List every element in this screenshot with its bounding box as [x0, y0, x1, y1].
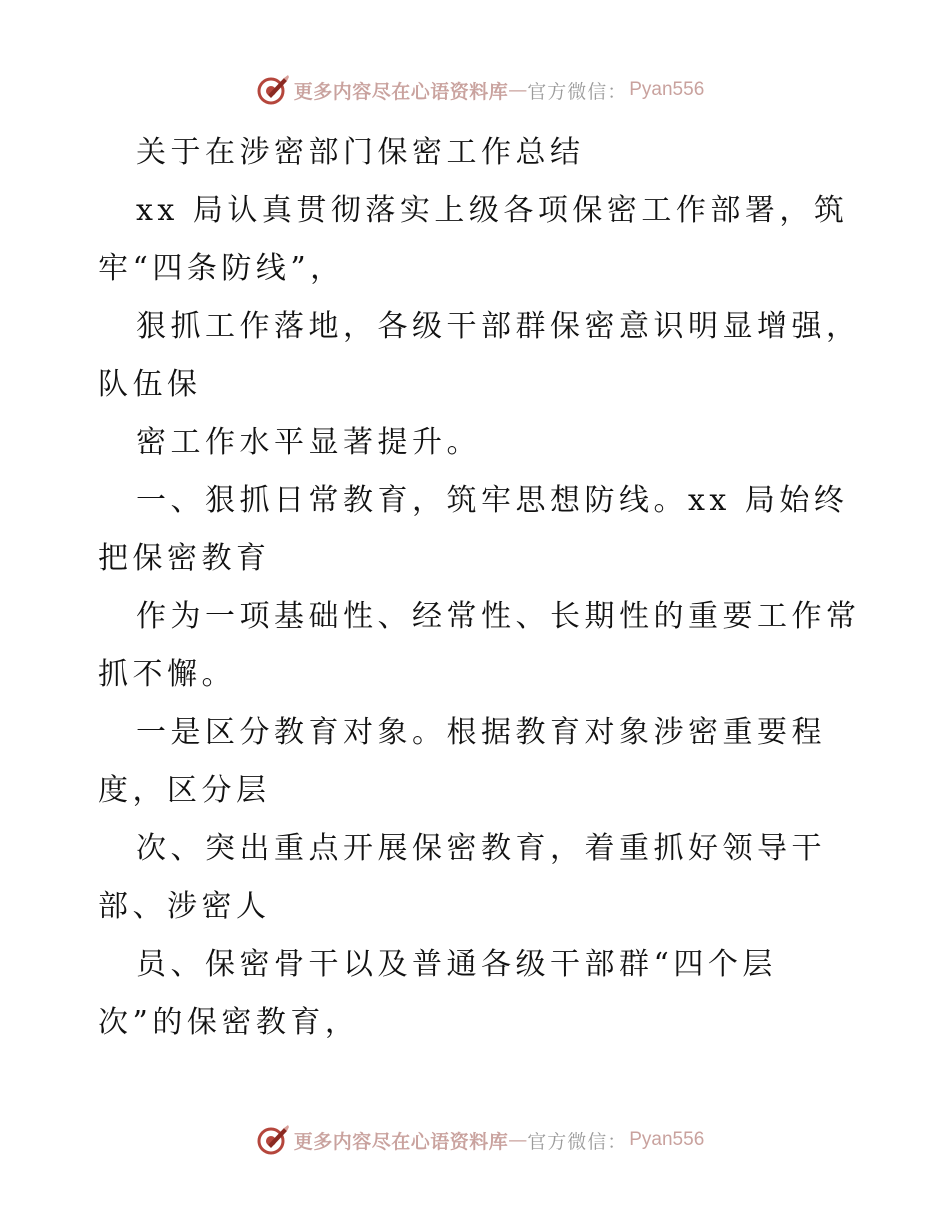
pen-logo-icon	[256, 1123, 290, 1157]
text-line: 关于在涉密部门保密工作总结	[136, 135, 585, 170]
text-line: 牢“四条防线”，	[98, 251, 345, 286]
text-line: 一、狠抓日常教育，筑牢思想防线。xx 局始终	[136, 483, 849, 518]
text-line: 一是区分教育对象。根据教育对象涉密重要程	[136, 715, 826, 750]
text-line: 员、保密骨干以及普通各级干部群“四个层	[136, 947, 777, 982]
banner-wechat-label: 官方微信：	[527, 80, 628, 103]
banner-wechat-label: 官方微信：	[527, 1130, 628, 1153]
document-body	[98, 124, 861, 1052]
banner-content	[256, 73, 705, 107]
header-banner	[0, 70, 950, 110]
text-line: 密工作水平显著提升。	[136, 425, 481, 460]
text-line: 部、涉密人	[98, 889, 271, 924]
text-line: 队伍保	[98, 367, 202, 402]
text-line: 次”的保密教育，	[98, 1005, 360, 1040]
banner-content	[256, 1123, 705, 1157]
banner-title: 更多内容尽在心语资料库	[293, 1130, 509, 1153]
banner-dash: —	[508, 79, 528, 101]
text-line: 作为一项基础性、经常性、长期性的重要工作常	[136, 599, 861, 634]
banner-dash: —	[508, 1129, 528, 1151]
banner-wechat-id: Pyan556	[629, 79, 705, 100]
text-line: 狠抓工作落地，各级干部群保密意识明显增强，	[136, 309, 861, 344]
banner-title: 更多内容尽在心语资料库	[293, 80, 509, 103]
pen-logo-icon	[256, 73, 290, 107]
text-line: 抓不懈。	[98, 657, 236, 692]
text-line: 把保密教育	[98, 541, 271, 576]
banner-wechat-id: Pyan556	[629, 1129, 705, 1150]
text-line: 次、突出重点开展保密教育，着重抓好领导干	[136, 831, 826, 866]
text-line: 度，区分层	[98, 773, 271, 808]
footer-banner	[0, 1120, 950, 1160]
text-line: xx 局认真贯彻落实上级各项保密工作部署，筑	[136, 193, 849, 228]
